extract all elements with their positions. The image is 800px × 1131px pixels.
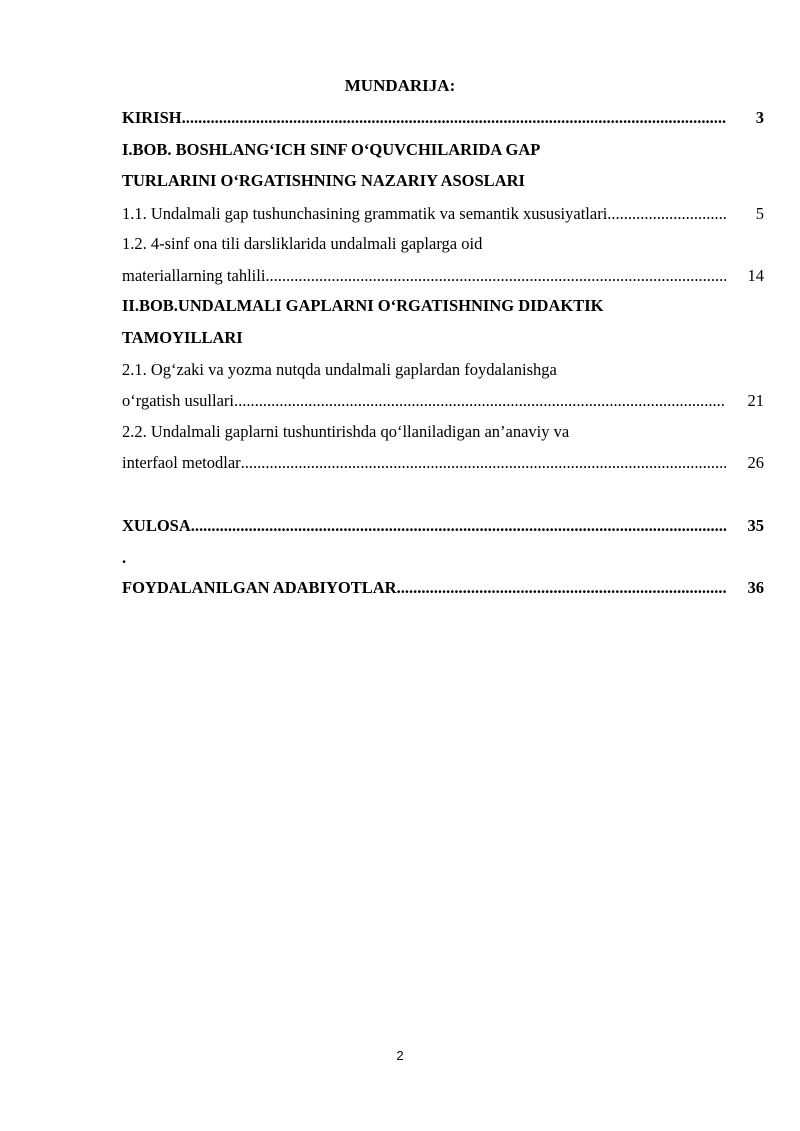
toc-entry-text: . xyxy=(122,548,127,567)
dot-leader xyxy=(265,266,726,286)
toc-entry-1-1[interactable] xyxy=(122,204,764,230)
toc-entry-page: 36 xyxy=(747,578,764,597)
toc-entry-xulosa[interactable] xyxy=(122,516,764,542)
toc-entry-text: XULOSA xyxy=(122,516,191,535)
toc-entry-text: KIRISH xyxy=(122,108,182,127)
toc-entry-text: 2.1. Og‘zaki va yozma nutqda undalmali gaplardan foydalanishga xyxy=(122,360,557,379)
toc-entry-2-1-line-1[interactable] xyxy=(122,360,764,386)
dot-leader xyxy=(607,204,728,224)
toc-entry-kirish[interactable] xyxy=(122,108,764,134)
toc-title: MUNDARIJA: xyxy=(344,76,456,95)
toc-entry-page: 14 xyxy=(747,266,764,285)
toc-entry-text: interfaol metodlar xyxy=(122,453,241,472)
toc-entry-page: 21 xyxy=(747,391,764,410)
toc-entry-page: 3 xyxy=(755,108,764,127)
toc-chapter-2-line-2[interactable] xyxy=(122,328,764,354)
toc-entry-text: TURLARINI O‘RGATISHNING NAZARIY ASOSLARI xyxy=(122,171,525,190)
dot-leader xyxy=(241,453,726,473)
toc-entry-text: materiallarning tahlili xyxy=(122,266,266,285)
dot-leader xyxy=(182,108,726,128)
toc-chapter-2-line-1[interactable] xyxy=(122,296,764,322)
dot-leader xyxy=(234,391,726,411)
toc-chapter-1-line-2[interactable] xyxy=(122,171,764,197)
toc-entry-adabiyotlar[interactable] xyxy=(122,578,764,604)
toc-entry-2-1[interactable] xyxy=(122,391,764,417)
toc-entry-text: I.BOB. BOSHLANG‘ICH SINF O‘QUVCHILARIDA GAP xyxy=(122,140,541,159)
toc-entry-text: II.BOB.UNDALMALI GAPLARNI O‘RGATISHNING DIDAKTIK xyxy=(122,296,604,315)
dot-leader xyxy=(191,516,726,536)
toc-entry-2-2[interactable] xyxy=(122,453,764,479)
dot-leader xyxy=(397,578,726,598)
toc-entry-1-2-line-1[interactable] xyxy=(122,234,764,260)
toc-entry-2-2-line-1[interactable] xyxy=(122,422,764,448)
toc-entry-page: 26 xyxy=(747,453,764,472)
toc-entry-1-2[interactable] xyxy=(122,266,764,292)
page-number: 2 xyxy=(396,1048,404,1063)
toc-entry-text: FOYDALANILGAN ADABIYOTLAR xyxy=(122,578,397,597)
toc-stray-dot xyxy=(122,548,764,574)
toc-entry-text: 1.2. 4-sinf ona tili darsliklarida undalmali gaplarga oid xyxy=(122,234,483,253)
toc-entry-page: 35 xyxy=(747,516,764,535)
toc-entry-text: 2.2. Undalmali gaplarni tushuntirishda qo‘llaniladigan an’anaviy va xyxy=(122,422,570,441)
toc-entry-text: o‘rgatish usullari xyxy=(122,391,234,410)
toc-entry-text: 1.1. Undalmali gap tushunchasining grammatik va semantik xususiyatlari xyxy=(122,204,608,223)
toc-entry-text: TAMOYILLARI xyxy=(122,328,243,347)
toc-entry-page: 5 xyxy=(755,204,764,223)
toc-chapter-1-line-1[interactable] xyxy=(122,140,764,166)
